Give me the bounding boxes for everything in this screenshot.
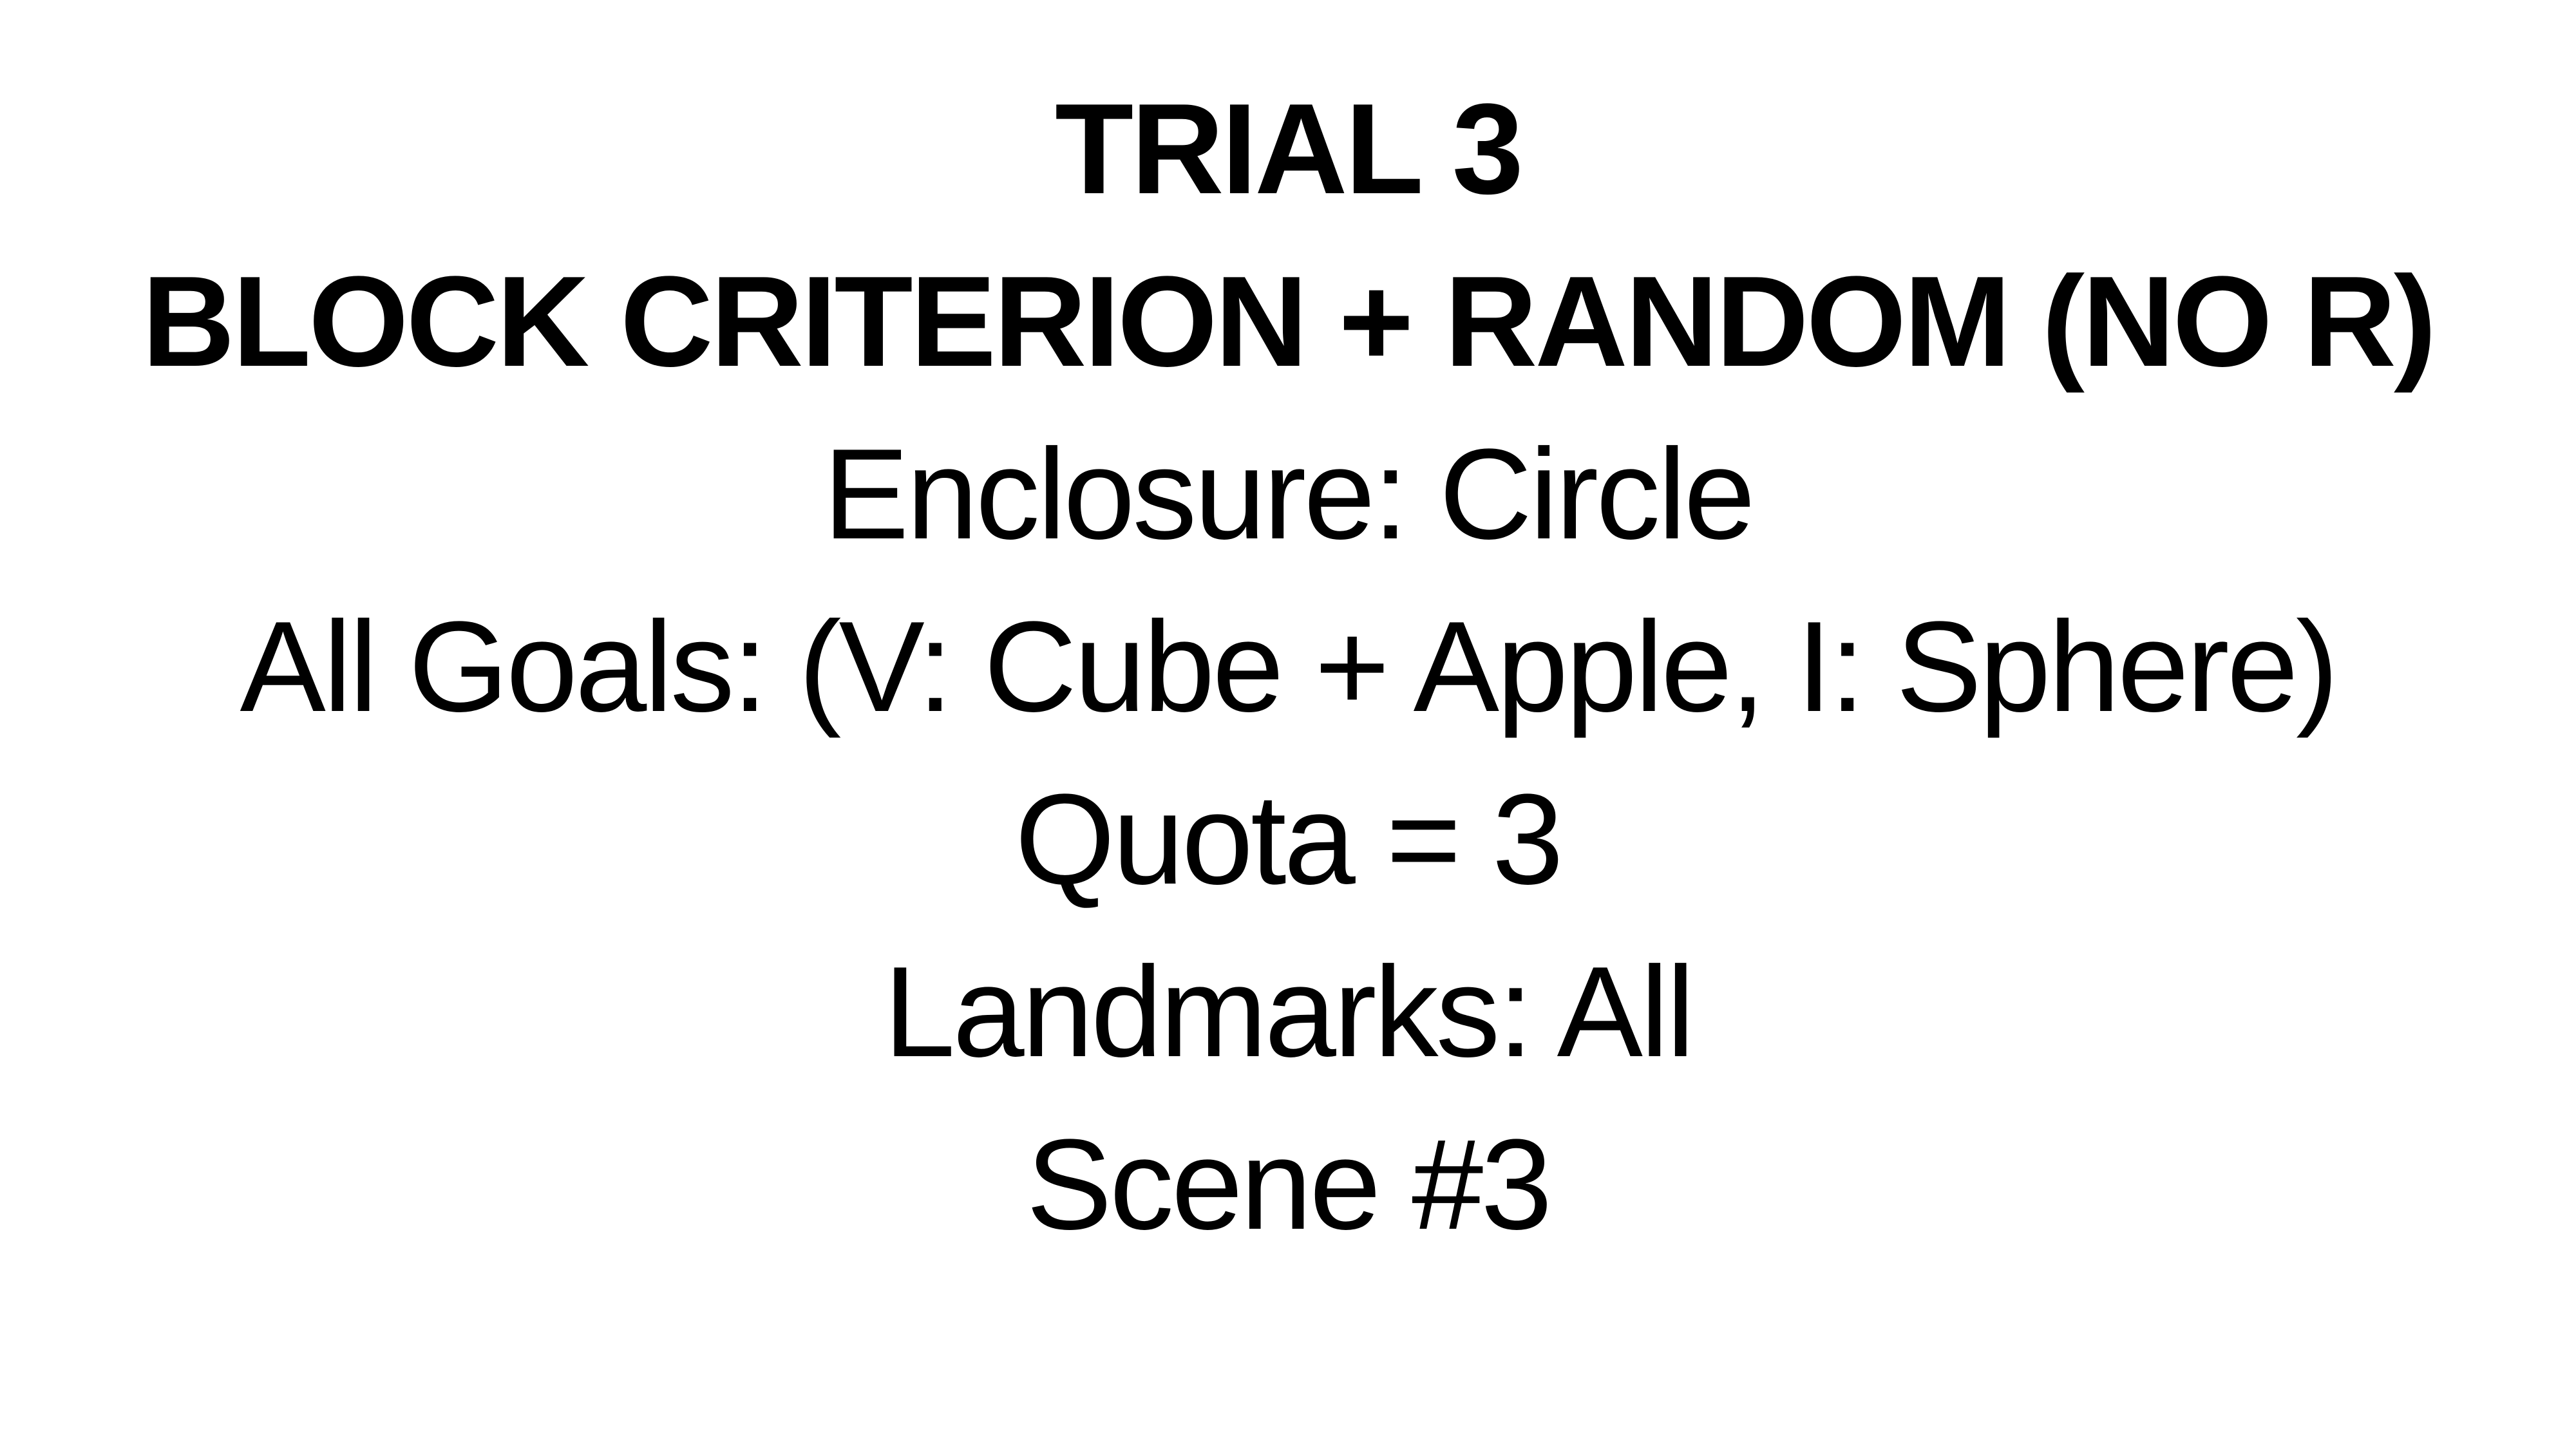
enclosure-line: Enclosure: Circle bbox=[823, 422, 1753, 566]
quota-line: Quota = 3 bbox=[1015, 768, 1561, 911]
trial-title: TRIAL 3 bbox=[1055, 77, 1521, 221]
scene-line: Scene #3 bbox=[1026, 1113, 1550, 1256]
condition-heading: BLOCK CRITERION + RANDOM (NO R) bbox=[142, 250, 2434, 393]
landmarks-line: Landmarks: All bbox=[884, 940, 1692, 1084]
goals-line: All Goals: (V: Cube + Apple, I: Sphere) bbox=[240, 595, 2336, 739]
